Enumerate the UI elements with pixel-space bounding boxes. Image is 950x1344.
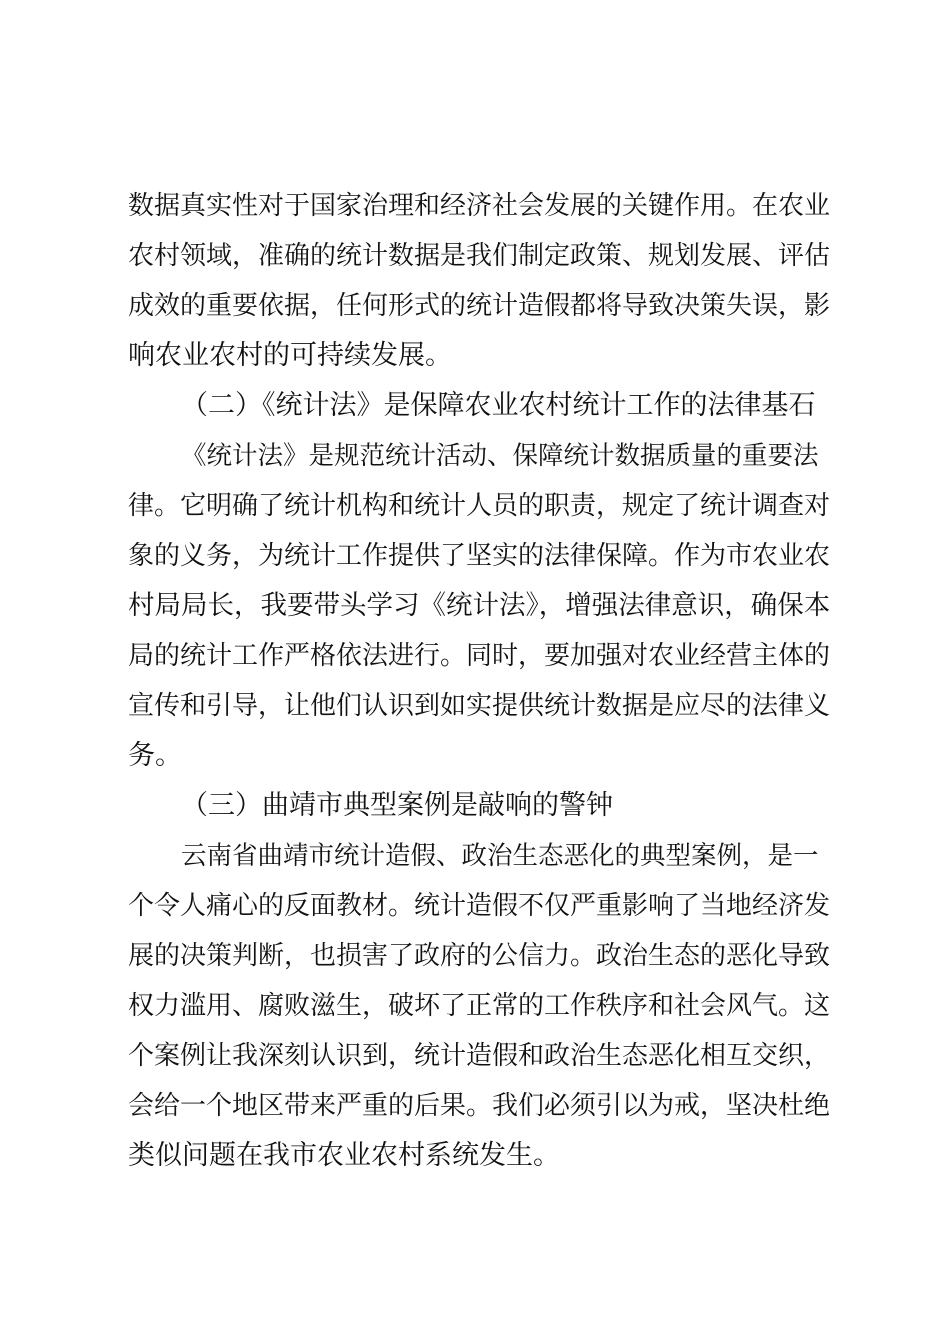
section-heading-3: （三）曲靖市典型案例是敲响的警钟 <box>181 790 613 821</box>
section-heading-2: （二）《统计法》是保障农业农村统计工作的法律基石 <box>181 390 816 421</box>
paragraph-line: 成效的重要依据，任何形式的统计造假都将导致决策失误，影 <box>128 291 831 321</box>
paragraph-line: 农村领域，准确的统计数据是我们制定政策、规划发展、评估 <box>128 241 831 271</box>
paragraph-line: 会给一个地区带来严重的后果。我们必须引以为戒，坚决杜绝 <box>128 1091 831 1121</box>
paragraph-line: 云南省曲靖市统计造假、政治生态恶化的典型案例，是一 <box>181 841 819 871</box>
paragraph-line: 局的统计工作严格依法进行。同时，要加强对农业经营主体的 <box>128 641 831 671</box>
paragraph-line: 数据真实性对于国家治理和经济社会发展的关键作用。在农业 <box>128 191 831 221</box>
paragraph-line: 展的决策判断，也损害了政府的公信力。政治生态的恶化导致 <box>128 941 831 971</box>
paragraph-line: 象的义务，为统计工作提供了坚实的法律保障。作为市农业农 <box>128 541 831 571</box>
paragraph-line: 务。 <box>128 740 182 771</box>
paragraph-line: 响农业农村的可持续发展。 <box>128 340 452 371</box>
paragraph-line: 个令人痛心的反面教材。统计造假不仅严重影响了当地经济发 <box>128 891 831 921</box>
paragraph-line: 个案例让我深刻认识到，统计造假和政治生态恶化相互交织， <box>128 1041 831 1071</box>
paragraph-line: 村局局长，我要带头学习《统计法》，增强法律意识，确保本 <box>128 590 831 621</box>
paragraph-line: 宣传和引导，让他们认识到如实提供统计数据是应尽的法律义 <box>128 691 831 721</box>
paragraph-line: 类似问题在我市农业农村系统发生。 <box>128 1140 560 1171</box>
paragraph-line: 律。它明确了统计机构和统计人员的职责，规定了统计调查对 <box>128 491 831 521</box>
paragraph-line: 权力滥用、腐败滋生，破坏了正常的工作秩序和社会风气。这 <box>128 991 831 1021</box>
paragraph-line: 《统计法》是规范统计活动、保障统计数据质量的重要法 <box>181 441 819 471</box>
